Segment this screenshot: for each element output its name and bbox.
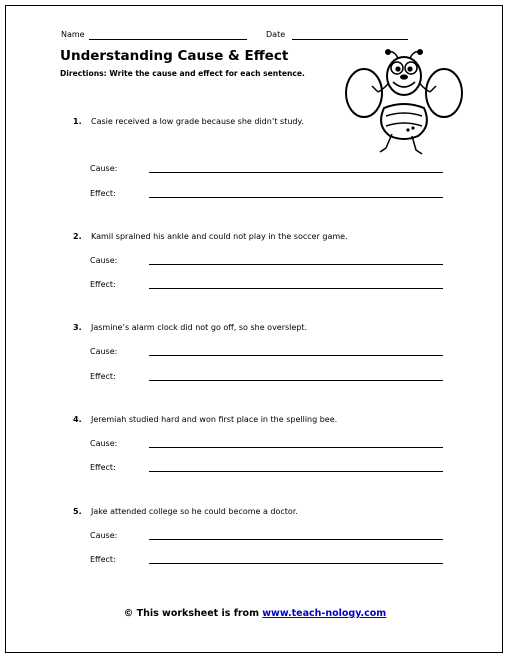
question-1-text: Casie received a low grade because she didn’t study.	[91, 117, 304, 126]
question-2-text: Kamil sprained his ankle and could not play in the soccer game.	[91, 232, 348, 241]
question-4-number: 4.	[73, 415, 82, 424]
question-4-text: Jeremiah studied hard and won first place in the spelling bee.	[91, 415, 338, 424]
footer-credit	[0, 608, 510, 619]
question-3-cause-label: Cause:	[90, 347, 118, 356]
name-label: Name	[61, 30, 85, 39]
question-3-number: 3.	[73, 323, 82, 332]
directions-text: Directions: Write the cause and effect for each sentence.	[60, 69, 305, 78]
question-3-text: Jasmine’s alarm clock did not go off, so she overslept.	[91, 323, 308, 332]
question-5-cause-label: Cause:	[90, 531, 118, 540]
footer-text: © This worksheet is from	[123, 608, 263, 619]
question-4-cause-label: Cause:	[90, 439, 118, 448]
question-5-effect-field[interactable]	[149, 563, 443, 564]
question-1-effect-field[interactable]	[149, 197, 443, 198]
question-2-effect-field[interactable]	[149, 288, 443, 289]
name-field[interactable]	[89, 39, 247, 40]
question-3-cause-field[interactable]	[149, 355, 443, 356]
question-5-cause-field[interactable]	[149, 539, 443, 540]
question-3-effect-field[interactable]	[149, 380, 443, 381]
footer-link[interactable]: www.teach-nology.com	[262, 608, 387, 619]
date-field[interactable]	[292, 39, 408, 40]
question-2-cause-label: Cause:	[90, 256, 118, 265]
question-5-text: Jake attended college so he could become a doctor.	[91, 507, 298, 516]
question-2-effect-label: Effect:	[90, 280, 116, 289]
cartoon-bee-icon	[342, 48, 466, 160]
question-1-cause-field[interactable]	[149, 172, 443, 173]
question-5-number: 5.	[73, 507, 82, 516]
page-title: Understanding Cause & Effect	[60, 48, 289, 64]
question-1-effect-label: Effect:	[90, 189, 116, 198]
question-2-number: 2.	[73, 232, 82, 241]
date-label: Date	[266, 30, 286, 39]
question-5-effect-label: Effect:	[90, 555, 116, 564]
question-1-cause-label: Cause:	[90, 164, 118, 173]
question-3-effect-label: Effect:	[90, 372, 116, 381]
question-4-effect-field[interactable]	[149, 471, 443, 472]
question-1-number: 1.	[73, 117, 82, 126]
question-2-cause-field[interactable]	[149, 264, 443, 265]
question-4-effect-label: Effect:	[90, 463, 116, 472]
question-4-cause-field[interactable]	[149, 447, 443, 448]
